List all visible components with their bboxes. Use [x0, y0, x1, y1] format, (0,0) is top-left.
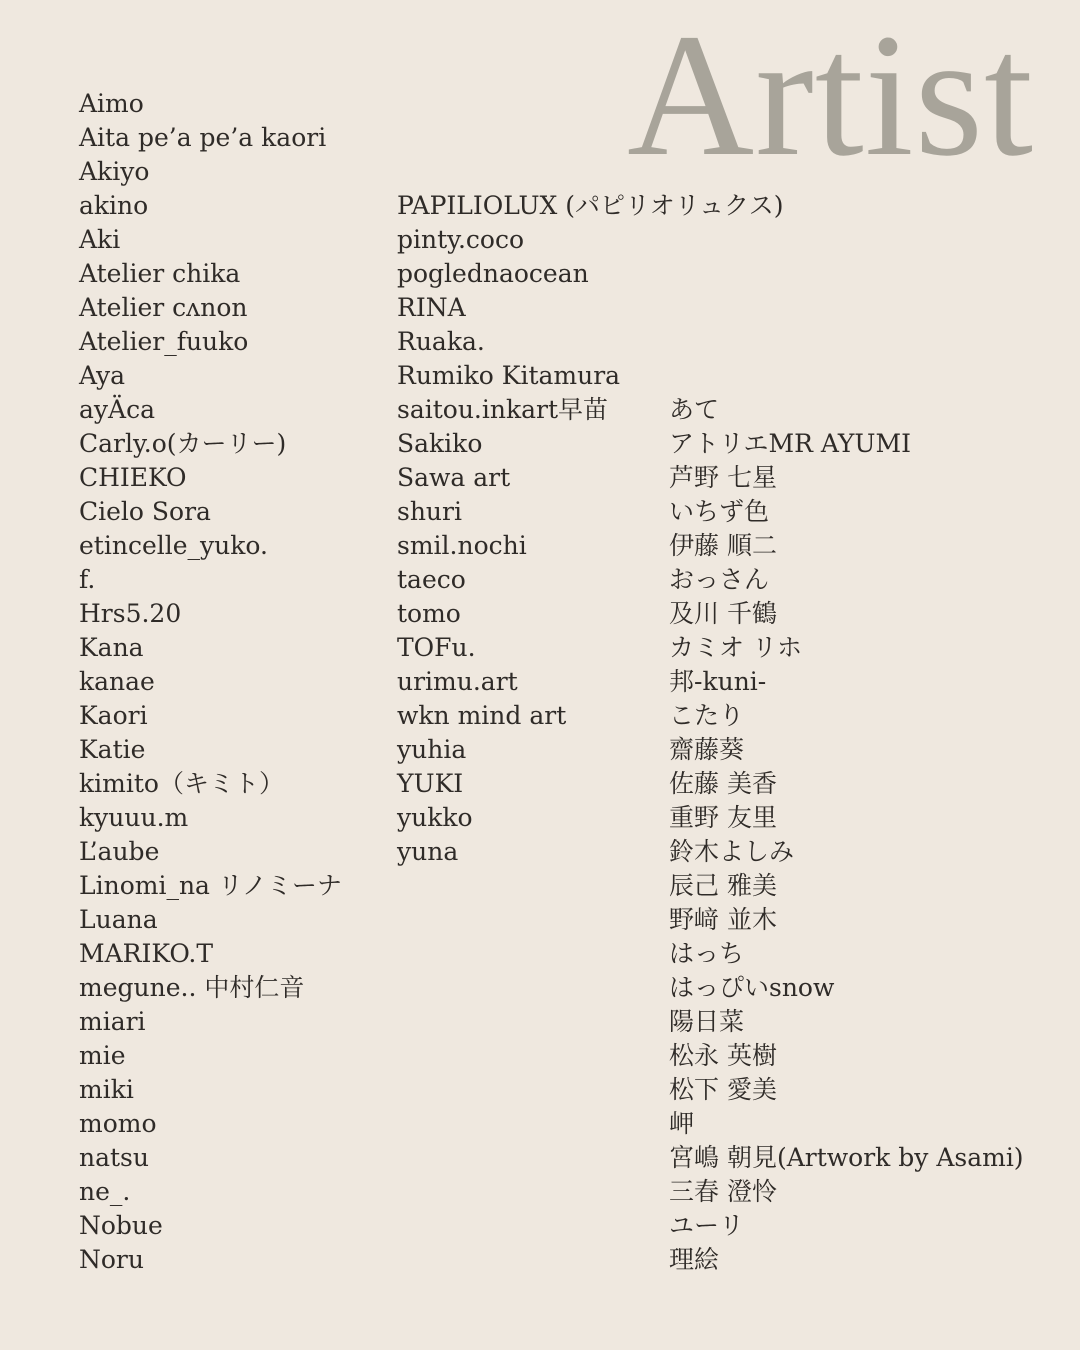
artist-name: 辰己 雅美 [669, 871, 777, 900]
artist-name: yuna [397, 837, 459, 866]
artist-name: Kana [79, 633, 144, 662]
artist-name: ayÄca [79, 395, 155, 424]
artist-name: kimito（キミト） [79, 769, 284, 798]
artist-name: natsu [79, 1143, 149, 1172]
artist-name: あて [669, 395, 720, 424]
artist-name: yukko [397, 803, 473, 832]
artist-name: Aki [79, 225, 121, 254]
artist-name: ユーリ [669, 1211, 745, 1240]
artist-name: Atelier_fuuko [79, 327, 249, 356]
artist-name: Katie [79, 735, 146, 764]
artist-name: miki [79, 1075, 134, 1104]
page-title: Artist [627, 0, 1034, 193]
artist-name: Hrs5.20 [79, 599, 182, 628]
artist-name: Cielo Sora [79, 497, 211, 526]
artist-name: 及川 千鶴 [669, 599, 777, 628]
artist-name: kanae [79, 667, 155, 696]
artist-name: MARIKO.T [79, 939, 214, 968]
artist-name: kyuuu.m [79, 803, 189, 832]
artist-name: poglednaocean [397, 259, 589, 288]
artist-name: mie [79, 1041, 126, 1070]
artist-name: 鈴木よしみ [669, 837, 795, 866]
artist-name: TOFu. [397, 633, 476, 662]
artist-name: 野﨑 並木 [669, 905, 777, 934]
artist-name: pinty.coco [397, 225, 525, 254]
artist-name: L’aube [79, 837, 160, 866]
artist-name: PAPILIOLUX (パピリオリュクス) [397, 191, 784, 220]
artist-name: 芦野 七星 [669, 463, 777, 492]
artist-name: ne_. [79, 1177, 131, 1206]
artist-name: 佐藤 美香 [669, 769, 777, 798]
artist-name: Aimo [79, 89, 144, 118]
artist-name: etincelle_yuko. [79, 531, 268, 560]
artist-name: Kaori [79, 701, 148, 730]
artist-name: Rumiko Kitamura [397, 361, 621, 390]
artist-name: Aya [79, 361, 126, 390]
artist-name: アトリエMR AYUMI [669, 429, 911, 458]
artist-name: akino [79, 191, 149, 220]
artist-name: Nobue [79, 1211, 163, 1240]
artist-name: はっち [669, 939, 745, 968]
artist-name: 三春 澄怜 [669, 1177, 777, 1206]
artist-name: 宮嶋 朝見(Artwork by Asami) [669, 1143, 1024, 1172]
artist-name: YUKI [397, 769, 464, 798]
artist-name: おっさん [669, 565, 770, 594]
artist-name: 齋藤葵 [669, 735, 745, 764]
artist-name: Ruaka. [397, 327, 485, 356]
artist-name: Atelier chika [79, 259, 241, 288]
artist-name: Sakiko [397, 429, 483, 458]
artist-name: shuri [397, 497, 462, 526]
artist-name: Aita pe’a pe’a kaori [79, 123, 327, 152]
artist-name: taeco [397, 565, 466, 594]
artist-name: カミオ リホ [669, 633, 802, 662]
artist-name: Sawa art [397, 463, 511, 492]
artist-name: smil.nochi [397, 531, 527, 560]
artist-name: こたり [669, 701, 745, 730]
artist-name: 松下 愛美 [669, 1075, 777, 1104]
artist-column-1 [79, 87, 342, 1277]
artist-name: urimu.art [397, 667, 518, 696]
artist-name: tomo [397, 599, 461, 628]
artist-name: 松永 英樹 [669, 1041, 777, 1070]
artist-name: RINA [397, 293, 466, 322]
artist-name: 岬 [669, 1109, 695, 1138]
artist-name: 陽日菜 [669, 1007, 745, 1036]
artist-name: CHIEKO [79, 463, 187, 492]
artist-name: f. [79, 565, 96, 594]
artist-name: Noru [79, 1245, 144, 1274]
artist-name: Atelier cʌnon [79, 293, 248, 322]
artist-name: 邦-kuni- [669, 667, 767, 696]
artist-name: miari [79, 1007, 146, 1036]
artist-name: はっぴいsnow [669, 973, 835, 1002]
artist-name: Carly.o(カーリー) [79, 429, 287, 458]
artist-name: Akiyo [79, 157, 150, 186]
artist-name: wkn mind art [397, 701, 567, 730]
artist-name: saitou.inkart早苗 [397, 395, 609, 424]
artist-name: momo [79, 1109, 157, 1138]
artist-name: 理絵 [669, 1245, 720, 1274]
artist-name: Luana [79, 905, 158, 934]
artist-name: megune.. 中村仁音 [79, 973, 305, 1002]
artist-name: Linomi_na リノミーナ [79, 871, 342, 900]
artist-name: 伊藤 順二 [669, 531, 777, 560]
artist-name: 重野 友里 [669, 803, 777, 832]
artist-name: いちず色 [669, 497, 770, 526]
artist-column-3 [669, 393, 1024, 1277]
artist-name: yuhia [397, 735, 467, 764]
